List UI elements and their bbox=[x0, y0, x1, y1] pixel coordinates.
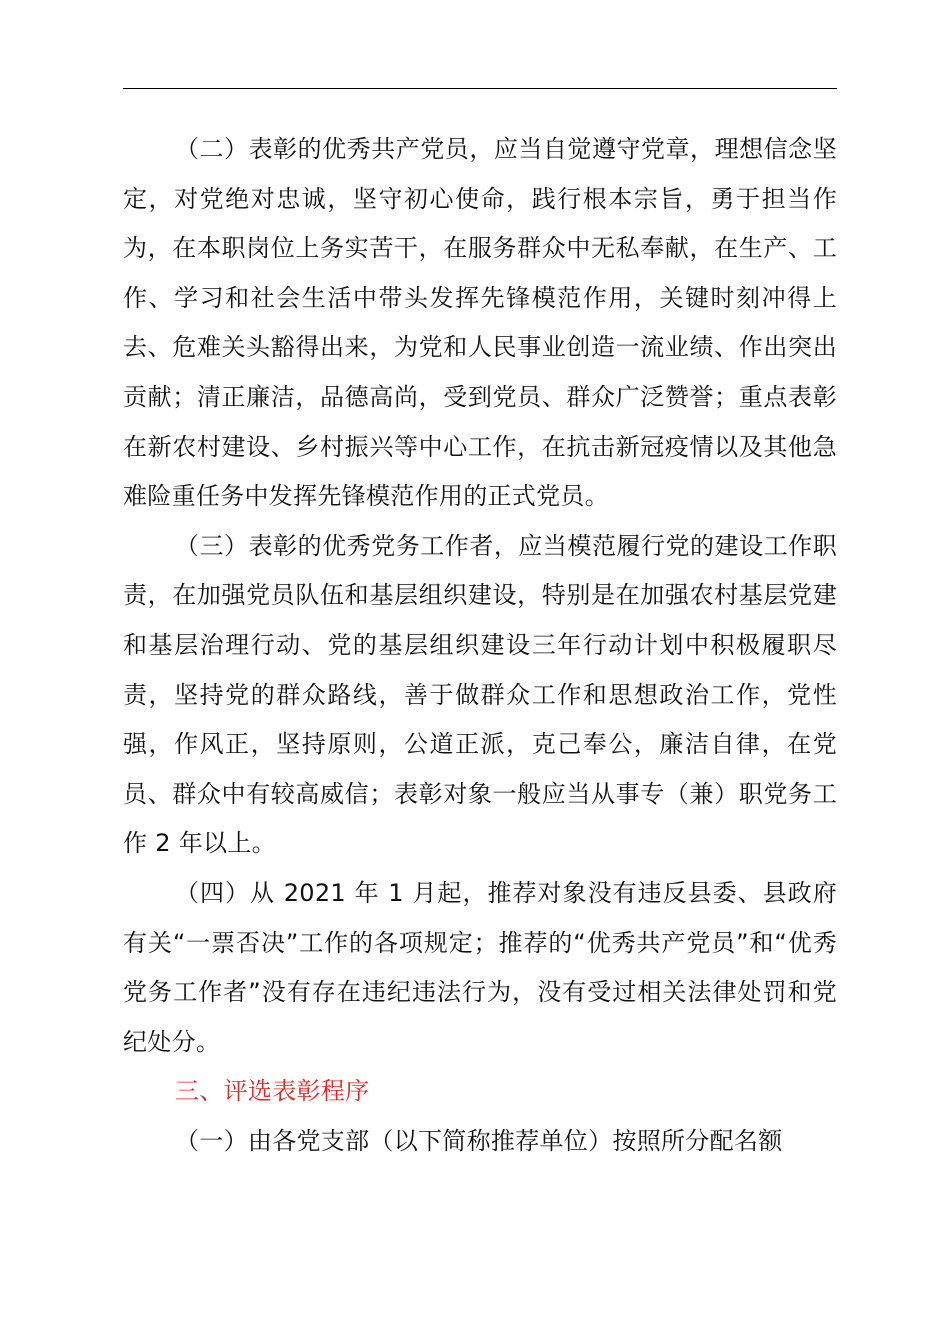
paragraph-excellent-party-worker: （三）表彰的优秀党务工作者，应当模范履行党的建设工作职责，在加强党员队伍和基层组织建设，特别是在加强农村基层党建和基层治理行动、党的基层组织建设三年行动计划中积极履职尽责，坚持党的群众路线，善于做群众工作和思想政治工作，党性强，作风正，坚持原则，公道正派，克己奉公，廉洁自律，在党员、群众中有较高威信；表彰对象一般应当从事专（兼）职党务工作 2 年以上。 bbox=[123, 531, 837, 858]
document-body bbox=[123, 125, 837, 1166]
paragraph-recommendation-requirements: （四）从 2021 年 1 月起，推荐对象没有违反县委、县政府有关“一票否决”工作的各项规定；推荐的“优秀共产党员”和“优秀党务工作者”没有存在违纪违法行为，没有受过相关法律处罚和党纪处分。 bbox=[123, 878, 837, 1056]
section-heading-selection-procedure: 三、评选表彰程序 bbox=[175, 1077, 370, 1106]
header-rule bbox=[123, 88, 837, 89]
paragraph-procedure-step-one: （一）由各党支部（以下简称推荐单位）按照所分配名额 bbox=[175, 1126, 783, 1155]
paragraph-excellent-party-member: （二）表彰的优秀共产党员，应当自觉遵守党章，理想信念坚定，对党绝对忠诚，坚守初心使命，践行根本宗旨，勇于担当作为，在本职岗位上务实苦干，在服务群众中无私奉献，在生产、工作、学习和社会生活中带头发挥先锋模范作用，关键时刻冲得上去、危难关头豁得出来，为党和人民事业创造一流业绩、作出突出贡献；清正廉洁，品德高尚，受到党员、群众广泛赞誉；重点表彰在新农村建设、乡村振兴等中心工作，在抗击新冠疫情以及其他急难险重任务中发挥先锋模范作用的正式党员。 bbox=[123, 135, 837, 511]
